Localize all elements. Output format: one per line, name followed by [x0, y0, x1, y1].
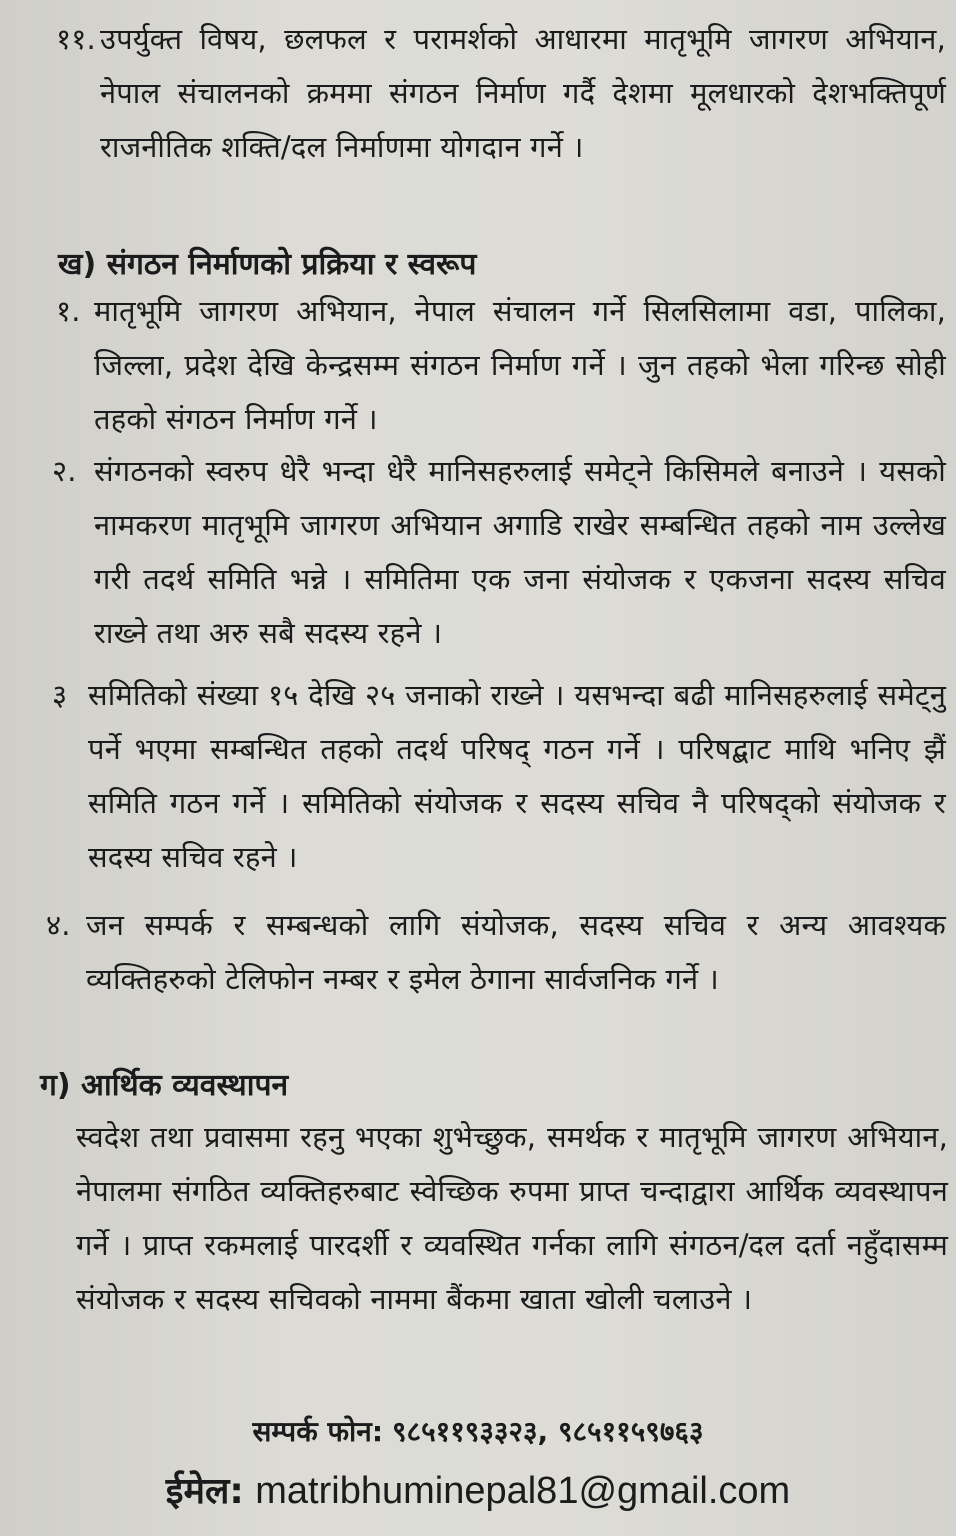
- list-item-kha-2: [52, 444, 946, 660]
- email-label: ईमेल:: [165, 1471, 244, 1512]
- section-heading-kha: ख) संगठन निर्माणको प्रक्रिया र स्वरूप: [58, 247, 477, 282]
- phone-value: ९८५११९३३२३, ९८५११५९७६३: [391, 1415, 704, 1448]
- list-item-text: जन सम्पर्क र सम्बन्धको लागि संयोजक, सदस्य सचिव र अन्य आवश्यक व्यक्तिहरुको टेलिफोन नम्बर र इमेल ठेगाना सार्वजनिक गर्ने ।: [86, 908, 946, 996]
- list-item-number: १.: [56, 294, 81, 328]
- list-item-kha-1: [56, 284, 946, 446]
- list-item-number: २.: [52, 454, 77, 488]
- email-value: matribhuminepal81@gmail.com: [255, 1470, 791, 1512]
- list-item-text: मातृभूमि जागरण अभियान, नेपाल संचालन गर्ने सिलसिलामा वडा, पालिका, जिल्ला, प्रदेश देखि केन्द्रसम्म संगठन निर्माण गर्ने । जुन तहको भेला गरिन्छ सोही तहको संगठन निर्माण गर्ने ।: [94, 294, 946, 436]
- list-item-text: संगठनको स्वरुप धेरै भन्दा धेरै मानिसहरुलाई समेट्ने किसिमले बनाउने । यसको नामकरण मातृभूमि जागरण अभियान अगाडि राखेर सम्बन्धित तहको नाम उल्लेख गरी तदर्थ समिति भन्ने । समितिमा एक जना संयोजक र एकजना सदस्य सचिव राख्ने तथा अरु सबै सदस्य रहने ।: [94, 454, 946, 650]
- paragraph-text: स्वदेश तथा प्रवासमा रहनु भएका शुभेच्छुक, समर्थक र मातृभूमि जागरण अभियान, नेपालमा संगठित व्यक्तिहरुबाट स्वेच्छिक रुपमा प्राप्त चन्दाद्वारा आर्थिक व्यवस्थापन गर्ने । प्राप्त रकमलाई पारदर्शी र व्यवस्थित गर्नका लागि संगठन/दल दर्ता नहुँदासम्म संयोजक र सदस्य सचिवको नाममा बैंकमा खाता खोली चलाउने ।: [76, 1120, 948, 1316]
- list-item-kha-3: [52, 668, 946, 884]
- phone-label: सम्पर्क फोन:: [252, 1415, 384, 1448]
- list-item-number: ४.: [46, 908, 71, 942]
- section-ga-paragraph: [76, 1110, 948, 1326]
- contact-email: [0, 1466, 956, 1517]
- contact-phone: [0, 1412, 956, 1452]
- list-item-kha-4: [46, 898, 946, 1006]
- list-item-text: उपर्युक्त विषय, छलफल र परामर्शको आधारमा मातृभूमि जागरण अभियान, नेपाल संचालनको क्रममा संगठन निर्माण गर्दै देशमा मूलधारको देशभक्तिपूर्ण राजनीतिक शक्ति/दल निर्माणमा योगदान गर्ने ।: [100, 22, 946, 164]
- section-heading-ga: ग) आर्थिक व्यवस्थापन: [40, 1068, 289, 1103]
- list-item-text: समितिको संख्या १५ देखि २५ जनाको राख्ने । यसभन्दा बढी मानिसहरुलाई समेट्नु पर्ने भएमा सम्बन्धित तहको तदर्थ परिषद् गठन गर्ने । परिषद्बाट माथि भनिए झैं समिति गठन गर्ने । समितिको संयोजक र सदस्य सचिव नै परिषद्को संयोजक र सदस्य सचिव रहने ।: [88, 678, 946, 874]
- list-item-number: ३: [52, 678, 68, 712]
- list-item-number: ११.: [56, 22, 96, 56]
- list-item-11: [56, 12, 946, 174]
